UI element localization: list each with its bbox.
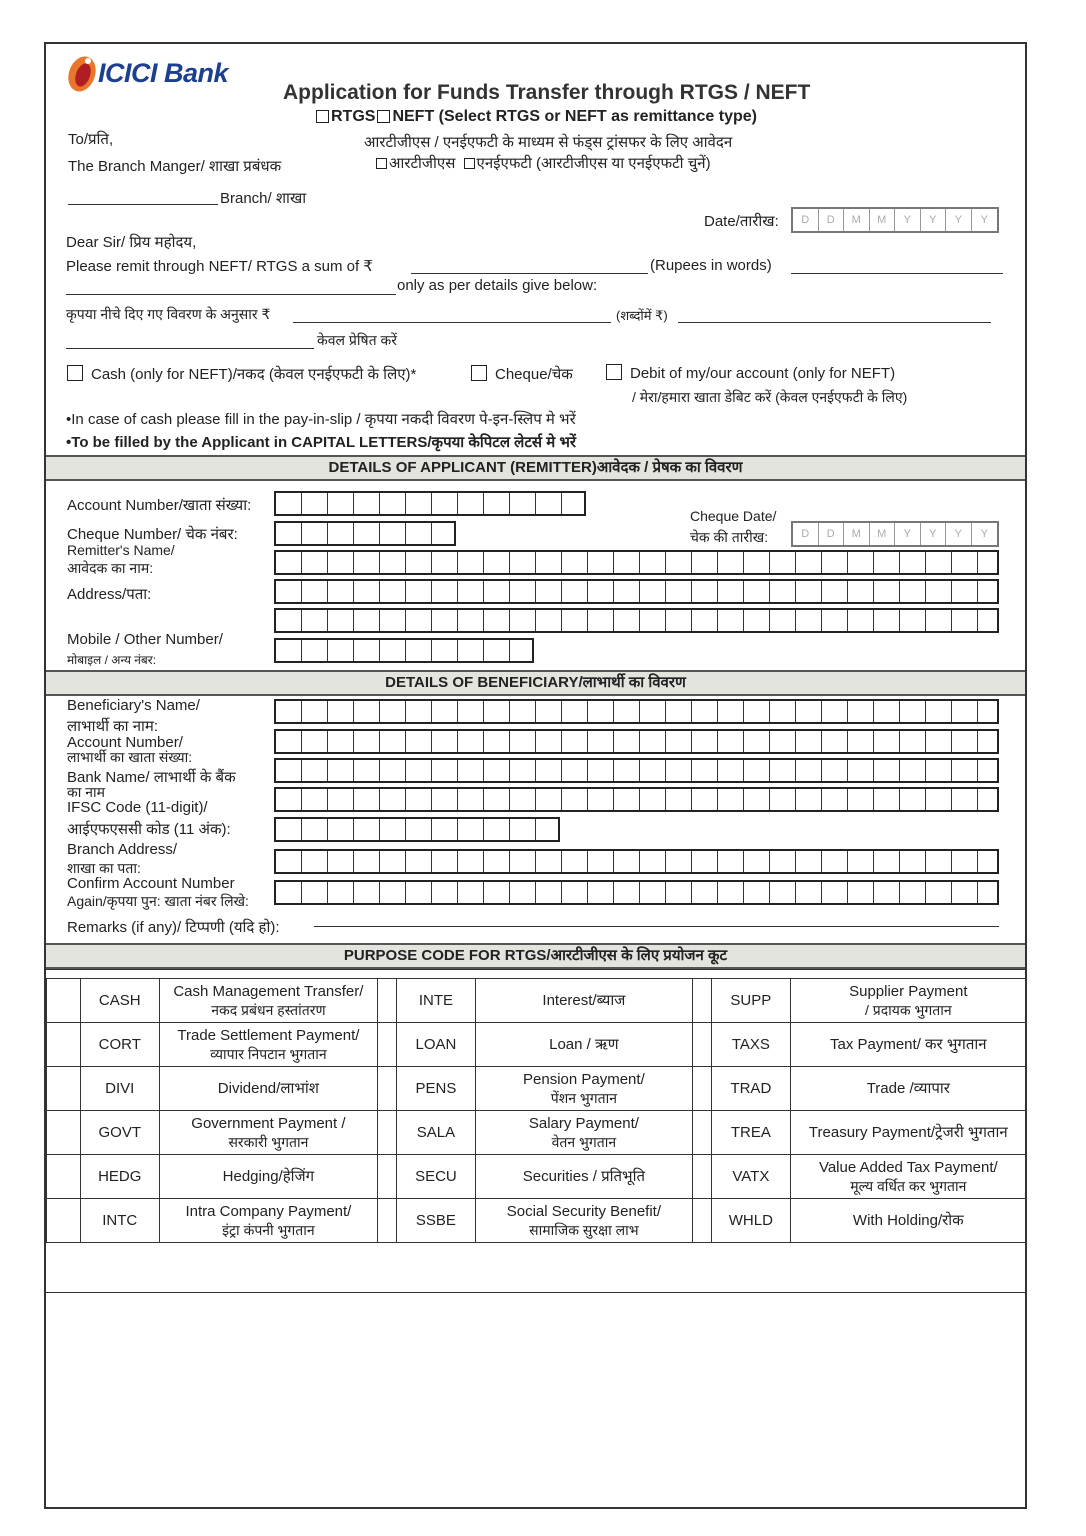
purpose-section-header: PURPOSE CODE FOR RTGS/आरटीजीएस के लिए प्रयोजन कूट (46, 943, 1025, 969)
purpose-description-line: पेंशन भुगतान (550, 1089, 617, 1106)
purpose-description (159, 1111, 378, 1155)
purpose-checkbox-cell[interactable] (378, 1199, 397, 1243)
purpose-description-line: Salary Payment/ (528, 1114, 639, 1132)
bank-name-boxes-2[interactable] (274, 787, 999, 812)
purpose-checkbox-cell[interactable] (693, 979, 712, 1023)
page-title: Application for Funds Transfer through RTGS / NEFT (283, 81, 811, 104)
purpose-checkbox-cell[interactable] (378, 1111, 397, 1155)
bank-name-boxes[interactable] (274, 758, 999, 783)
beneficiary-name-label-2: लाभार्थी का नाम: (67, 718, 159, 735)
purpose-description (475, 1111, 693, 1155)
cash-note: •In case of cash please fill in the pay-in-slip / कृपया नकदी विवरण पे-इन-स्लिप मे भरें (66, 411, 576, 428)
purpose-description-line: सरकारी भुगतान (228, 1133, 309, 1150)
purpose-description (790, 979, 1026, 1023)
capital-note: •To be filled by the Applicant in CAPITAL LETTERS/कृपया केपिटल लेटर्स मे भरें (66, 434, 577, 451)
purpose-row (47, 1067, 1027, 1111)
purpose-description-line: Treasury Payment/ट्रेजरी भुगतान (808, 1124, 1008, 1141)
beneficiary-section-header: DETAILS OF BENEFICIARY/लाभार्थी का विवरण (46, 670, 1025, 696)
purpose-description-line: Securities / प्रतिभूति (522, 1168, 646, 1185)
date-box: M (870, 209, 896, 231)
date-label: Date/तारीख: (704, 213, 779, 230)
purpose-checkbox-cell[interactable] (378, 1023, 397, 1067)
ifsc-label-1: IFSC Code (11-digit)/ (67, 799, 208, 816)
purpose-row (47, 1155, 1027, 1199)
date-box: Y (921, 523, 947, 545)
beneficiary-account-label-1: Account Number/ (67, 734, 183, 751)
rtgs-label: RTGS (331, 108, 376, 125)
purpose-description-line: Trade /व्यापार (866, 1080, 950, 1097)
remarks-label: Remarks (if any)/ टिप्पणी (यदि हो): (67, 919, 280, 936)
date-box: Y (980, 528, 988, 540)
purpose-code: DIVI (81, 1067, 159, 1111)
icici-logo (64, 52, 264, 96)
purpose-description-line: व्यापार निपटान भुगतान (210, 1045, 327, 1062)
purpose-code: SSBE (397, 1199, 475, 1243)
cheque-number-label: Cheque Number/ चेक नंबर: (67, 526, 238, 543)
applicant-section-header: DETAILS OF APPLICANT (REMITTER)आवेदक / प्रेषक का विवरण (46, 455, 1025, 481)
date-box: Y (895, 523, 921, 545)
mobile-label-1: Mobile / Other Number/ (67, 631, 223, 648)
branch-address-label-2: शाखा का पता: (67, 860, 141, 876)
rtgs-hindi-label: आरटीजीएस (389, 155, 456, 172)
cheque-date-label-1: Cheque Date/ (690, 508, 777, 524)
hindi-in-words-label: (शब्दोंमें ₹) (616, 308, 668, 323)
date-box: D (793, 209, 819, 231)
purpose-description-line: Cash Management Transfer/ (173, 982, 364, 1000)
purpose-description-line: Tax Payment/ कर भुगतान (829, 1036, 987, 1053)
purpose-description (475, 1023, 693, 1067)
purpose-code: WHLD (712, 1199, 791, 1243)
purpose-description-line: Interest/ब्याज (542, 992, 626, 1009)
date-box: D (819, 209, 845, 231)
purpose-code: LOAN (397, 1023, 475, 1067)
purpose-code: CORT (81, 1023, 159, 1067)
purpose-checkbox-cell[interactable] (693, 1067, 712, 1111)
purpose-description (790, 1023, 1026, 1067)
only-send-hindi-label: केवल प्रेषित करें (317, 332, 397, 348)
bank-name-label-1: Bank Name/ लाभार्थी के बैंक (67, 769, 236, 786)
amount-figures-field[interactable] (411, 273, 648, 274)
purpose-description-line: Hedging/हेजिंग (222, 1168, 315, 1185)
purpose-checkbox-cell[interactable] (693, 1155, 712, 1199)
remitter-name-label-1: Remitter's Name/ (67, 542, 175, 558)
hindi-words-field-2[interactable] (66, 348, 314, 349)
purpose-description-line: Dividend/लाभांश (217, 1080, 320, 1097)
neft-hindi-label: एनईएफटी (आरटीजीएस या एनईएफटी चुनें) (476, 155, 711, 172)
purpose-bottom-rule (46, 1292, 1025, 1293)
hindi-words-field[interactable] (678, 322, 991, 323)
branch-label: Branch/ शाखा (220, 190, 307, 207)
purpose-checkbox-cell[interactable] (47, 1023, 81, 1067)
purpose-checkbox-cell[interactable] (47, 1155, 81, 1199)
rtgs-checkbox[interactable] (316, 110, 329, 123)
date-box: Y (946, 209, 972, 231)
confirm-account-label-2: Again/कृपया पुन: खाता नंबर लिखे: (67, 893, 249, 909)
purpose-description-line: Loan / ऋण (549, 1036, 619, 1053)
debit-checkbox[interactable] (606, 364, 622, 380)
bank-name: ICICI Bank (98, 58, 229, 88)
branch-manager-label: The Branch Manger/ शाखा प्रबंधक (68, 158, 282, 175)
cheque-option[interactable] (471, 364, 573, 384)
branch-address-label-1: Branch Address/ (67, 841, 178, 858)
cash-checkbox[interactable] (67, 365, 83, 381)
purpose-checkbox-cell[interactable] (378, 1155, 397, 1199)
purpose-description (475, 979, 693, 1023)
cheque-date-label-2: चेक की तारीख: (690, 529, 769, 545)
purpose-code-table (46, 978, 1027, 1243)
beneficiary-name-label-1: Beneficiary's Name/ (67, 697, 200, 714)
hindi-amount-field[interactable] (293, 322, 611, 323)
date-box: Y (895, 209, 921, 231)
purpose-code: SALA (397, 1111, 475, 1155)
salutation: Dear Sir/ प्रिय महोदय, (66, 234, 197, 251)
purpose-code: VATX (712, 1155, 791, 1199)
address-boxes-1[interactable] (274, 579, 999, 604)
date-box: Y (946, 523, 972, 545)
address-boxes-2[interactable] (274, 608, 999, 633)
amount-words-field[interactable] (791, 273, 1003, 274)
purpose-row (47, 1199, 1027, 1243)
remitter-name-label-2: आवेदक का नाम: (67, 560, 154, 576)
debit-label: Debit of my/our account (only for NEFT) (630, 365, 896, 382)
title-hindi: आरटीजीएस / एनईएफटी के माध्यम से फंड्स ट्रांसफर के लिए आवेदन (364, 134, 733, 151)
mobile-boxes[interactable] (274, 638, 534, 663)
purpose-description-line: Pension Payment/ (523, 1070, 645, 1088)
account-number-label: Account Number/खाता संख्या: (67, 497, 252, 514)
purpose-description (159, 1023, 378, 1067)
purpose-description-line: Intra Company Payment/ (185, 1202, 352, 1220)
purpose-code: HEDG (81, 1155, 159, 1199)
purpose-description-line: Trade Settlement Payment/ (177, 1026, 360, 1044)
branch-name-field[interactable] (68, 204, 218, 205)
only-as-per-label: only as per details give below: (397, 277, 598, 294)
hindi-amount-label: कृपया नीचे दिए गए विवरण के अनुसार ₹ (66, 306, 271, 322)
remittance-type-hindi-row (376, 153, 711, 173)
remarks-field[interactable] (314, 926, 999, 927)
purpose-row (47, 1023, 1027, 1067)
mobile-label-2: मोबाइल / अन्य नंबर: (67, 653, 157, 667)
branch-address-boxes[interactable] (274, 849, 999, 874)
purpose-code: GOVT (81, 1111, 159, 1155)
purpose-code: TRAD (712, 1067, 791, 1111)
capital-note-text: To be filled by the Applicant in CAPITAL LETTERS/कृपया केपिटल लेटर्स मे भरें (71, 434, 577, 451)
purpose-checkbox-cell[interactable] (378, 979, 397, 1023)
ifsc-label-2: आईएफएससी कोड (11 अंक): (67, 821, 231, 838)
purpose-code: CASH (81, 979, 159, 1023)
purpose-checkbox-cell[interactable] (47, 1067, 81, 1111)
purpose-code: SUPP (712, 979, 791, 1023)
remitter-name-boxes[interactable] (274, 550, 999, 575)
purpose-description (790, 1155, 1026, 1199)
purpose-row (47, 979, 1027, 1023)
purpose-description (159, 979, 378, 1023)
beneficiary-account-label-2: लाभार्थी का खाता संख्या: (67, 749, 193, 765)
date-box: M (844, 523, 870, 545)
date-box: Y (921, 209, 947, 231)
purpose-description-line: With Holding/रोक (852, 1212, 964, 1229)
purpose-code: TREA (712, 1111, 791, 1155)
confirm-account-label-1: Confirm Account Number (67, 875, 235, 892)
purpose-checkbox-cell[interactable] (378, 1067, 397, 1111)
remittance-type-row (316, 108, 757, 126)
date-box: Y (980, 214, 988, 226)
purpose-code: INTE (397, 979, 475, 1023)
rtgs-hindi-checkbox[interactable] (376, 158, 387, 169)
purpose-top-rule (46, 969, 1025, 970)
purpose-description-line: मूल्य वर्धित कर भुगतान (850, 1177, 967, 1194)
cheque-date-boxes[interactable] (791, 521, 999, 547)
purpose-checkbox-cell[interactable] (693, 1023, 712, 1067)
beneficiary-account-boxes[interactable] (274, 729, 999, 754)
cheque-checkbox[interactable] (471, 365, 487, 381)
ifsc-boxes[interactable] (274, 817, 560, 842)
purpose-description-line: सामाजिक सुरक्षा लाभ (529, 1221, 639, 1238)
purpose-row (47, 1111, 1027, 1155)
neft-label: NEFT (Select RTGS or NEFT as remittance type) (392, 108, 757, 125)
remit-line-label: Please remit through NEFT/ RTGS a sum of ₹ (66, 258, 373, 275)
cheque-label: Cheque/चेक (495, 366, 573, 383)
neft-checkbox[interactable] (377, 110, 390, 123)
bank-name-label-2: का नाम (67, 784, 106, 800)
beneficiary-name-boxes[interactable] (274, 699, 999, 724)
purpose-checkbox-cell[interactable] (693, 1199, 712, 1243)
purpose-code: INTC (81, 1199, 159, 1243)
purpose-code: TAXS (712, 1023, 791, 1067)
purpose-description-line: / प्रदायक भुगतान (864, 1001, 952, 1018)
debit-option[interactable] (606, 364, 895, 382)
purpose-description-line: इंट्रा कंपनी भुगतान (222, 1221, 315, 1238)
purpose-description-line: नकद प्रबंधन हस्तांतरण (211, 1001, 326, 1018)
purpose-description (790, 1199, 1026, 1243)
date-box: M (870, 523, 896, 545)
applicant-account-boxes[interactable] (274, 491, 586, 516)
purpose-description-line: Government Payment / (191, 1114, 346, 1132)
neft-hindi-checkbox[interactable] (464, 158, 475, 169)
purpose-description (790, 1067, 1026, 1111)
purpose-description (475, 1155, 693, 1199)
debit-hindi-label: / मेरा/हमारा खाता डेबिट करें (केवल एनईएफटी के लिए) (632, 389, 908, 405)
purpose-description-line: Social Security Benefit/ (506, 1202, 661, 1220)
purpose-description (159, 1199, 378, 1243)
purpose-checkbox-cell[interactable] (47, 979, 81, 1023)
purpose-description-line: Supplier Payment (849, 982, 968, 1000)
purpose-code: SECU (397, 1155, 475, 1199)
purpose-description-line: वेतन भुगतान (551, 1133, 617, 1150)
date-box: D (793, 523, 819, 545)
rupees-in-words-label: (Rupees in words) (650, 257, 772, 274)
purpose-description (159, 1067, 378, 1111)
address-label: Address/पता: (67, 586, 152, 603)
date-box: M (844, 209, 870, 231)
purpose-description (475, 1067, 693, 1111)
purpose-code: PENS (397, 1067, 475, 1111)
to-label: To/प्रति, (68, 131, 114, 148)
purpose-description (475, 1199, 693, 1243)
cheque-number-boxes[interactable] (274, 521, 456, 546)
purpose-checkbox-cell[interactable] (693, 1111, 712, 1155)
confirm-account-boxes[interactable] (274, 880, 999, 905)
amount-words-field-2[interactable] (66, 294, 396, 295)
purpose-description-line: Value Added Tax Payment/ (818, 1158, 998, 1176)
purpose-checkbox-cell[interactable] (47, 1111, 81, 1155)
date-boxes[interactable] (791, 207, 999, 233)
cash-note-text: In case of cash please fill in the pay-in-slip / कृपया नकदी विवरण पे-इन-स्लिप मे भरें (71, 411, 576, 428)
cash-option[interactable] (67, 364, 416, 384)
purpose-description (159, 1155, 378, 1199)
cash-label: Cash (only for NEFT)/नकद (केवल एनईएफटी के लिए)* (91, 366, 417, 383)
purpose-description (790, 1111, 1026, 1155)
date-box: D (819, 523, 845, 545)
purpose-checkbox-cell[interactable] (47, 1199, 81, 1243)
